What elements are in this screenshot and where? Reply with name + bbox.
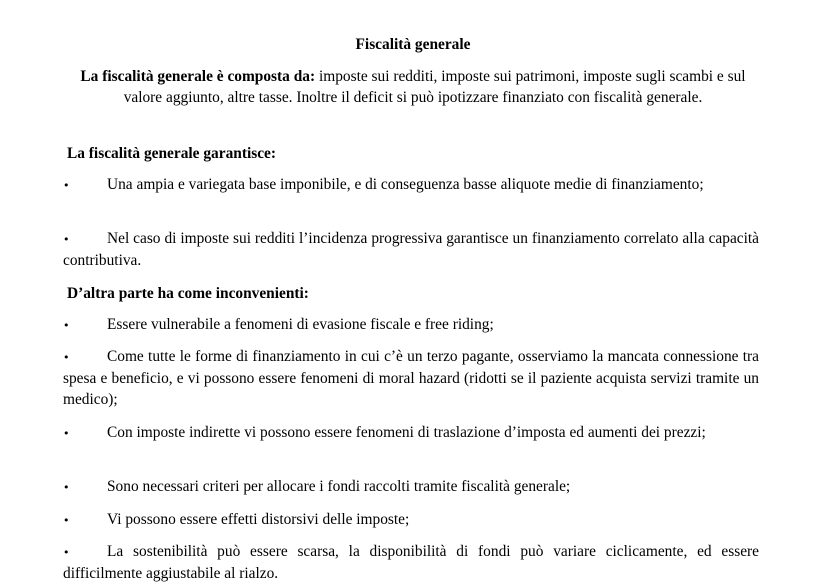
list-item — [63, 541, 759, 584]
list-item-text: La sostenibilità può essere scarsa, la disponibilità di fondi può variare ciclicamente, ed essere difficilmente aggiustabile al rialzo. — [63, 543, 759, 582]
bullet-icon: • — [63, 481, 70, 494]
list-item-text: Con imposte indirette vi possono essere fenomeni di traslazione d’imposta ed aumenti dei prezzi; — [107, 424, 706, 441]
drawbacks-heading: D’altra parte ha come inconvenienti: — [67, 285, 309, 302]
intro-bold-lead: La fiscalità generale è composta da: — [80, 68, 316, 85]
intro-paragraph — [63, 66, 763, 108]
list-item — [63, 314, 759, 336]
list-item-text: Sono necessari criteri per allocare i fondi raccolti tramite fiscalità generale; — [107, 478, 571, 495]
bullet-icon: • — [63, 319, 70, 332]
bullet-icon: • — [63, 546, 70, 559]
bullet-icon: • — [63, 233, 70, 246]
bullet-icon: • — [63, 179, 70, 192]
list-item-text: Vi possono essere effetti distorsivi delle imposte; — [107, 511, 410, 528]
list-item-text: Nel caso di imposte sui redditi l’incidenza progressiva garantisce un finanziamento correlato alla capacità contributiva. — [63, 230, 759, 269]
bullet-icon: • — [63, 427, 70, 440]
list-item — [63, 346, 759, 410]
list-item — [63, 476, 759, 498]
list-item-text: Essere vulnerabile a fenomeni di evasione fiscale e free riding; — [107, 316, 494, 333]
document-title: Fiscalità generale — [355, 36, 471, 53]
bullet-icon: • — [63, 351, 70, 364]
list-item — [63, 422, 759, 444]
list-item — [63, 509, 759, 531]
bullet-icon: • — [63, 514, 70, 527]
intro-text: imposte sui redditi, imposte sui patrimoni, imposte sugli scambi e sul valore aggiunto, altre tasse. Inoltre il deficit si può ipotizzare finanziato con fiscalità generale. — [123, 68, 746, 106]
list-item — [63, 174, 759, 196]
guarantees-heading: La fiscalità generale garantisce: — [67, 145, 276, 162]
list-item — [63, 228, 759, 271]
list-item-text: Una ampia e variegata base imponibile, e di conseguenza basse aliquote medie di finanziamento; — [107, 176, 704, 193]
list-item-text: Come tutte le forme di finanziamento in cui c’è un terzo pagante, osserviamo la mancata connessione tra spesa e beneficio, e vi possono essere fenomeni di moral hazard (ridotti se il paziente acquista servizi tramite un medico); — [63, 348, 759, 408]
